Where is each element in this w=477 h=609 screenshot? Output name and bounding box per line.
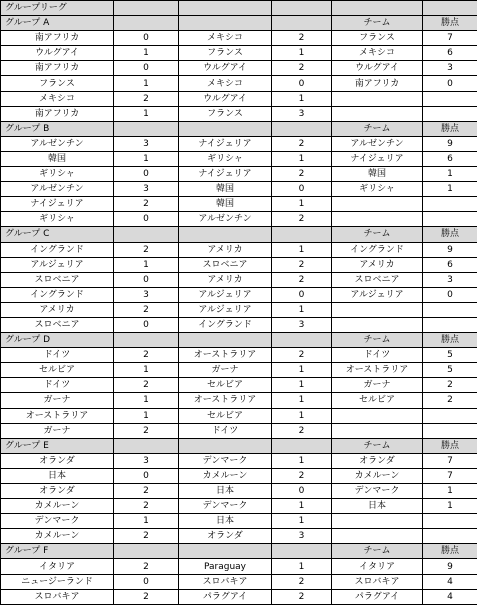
home-score: 3	[114, 182, 179, 197]
points-column-header: 勝点	[423, 333, 477, 348]
home-score: 0	[114, 61, 179, 76]
home-team: ガーナ	[1, 423, 114, 438]
away-score: 2	[272, 167, 332, 182]
standing-points: 7	[423, 453, 477, 468]
standing-points: 7	[423, 468, 477, 483]
away-team: フランス	[179, 106, 272, 121]
home-team: イングランド	[1, 287, 114, 302]
standing-team: ウルグアイ	[332, 61, 423, 76]
standing-team: カメルーン	[332, 468, 423, 483]
home-score: 0	[114, 31, 179, 46]
home-team: アルゼンチン	[1, 136, 114, 151]
away-team: カメルーン	[179, 468, 272, 483]
match-row	[1, 363, 477, 378]
away-score: 2	[272, 574, 332, 589]
home-team: オランダ	[1, 484, 114, 499]
away-score: 1	[272, 378, 332, 393]
home-team: カメルーン	[1, 499, 114, 514]
points-column-header: 勝点	[423, 16, 477, 31]
home-score: 0	[114, 167, 179, 182]
away-score: 1	[272, 393, 332, 408]
away-team: ナイジェリア	[179, 136, 272, 151]
group-name: グループ D	[1, 333, 114, 348]
standing-points: 1	[423, 484, 477, 499]
group-header-row	[1, 227, 477, 242]
standing-points: 3	[423, 272, 477, 287]
away-score: 1	[272, 151, 332, 166]
standing-points: 1	[423, 499, 477, 514]
home-score: 1	[114, 76, 179, 91]
away-team: ギリシャ	[179, 151, 272, 166]
home-score: 2	[114, 529, 179, 544]
group-header-row	[1, 121, 477, 136]
home-team: 南アフリカ	[1, 61, 114, 76]
standing-team: イタリア	[332, 559, 423, 574]
home-team: セルビア	[1, 363, 114, 378]
group-name: グループ B	[1, 121, 114, 136]
standing-points: 6	[423, 46, 477, 61]
away-score: 2	[272, 348, 332, 363]
home-team: 南アフリカ	[1, 106, 114, 121]
away-team: デンマーク	[179, 453, 272, 468]
match-row	[1, 468, 477, 483]
points-column-header: 勝点	[423, 438, 477, 453]
standing-team: アルゼンチン	[332, 136, 423, 151]
away-score: 0	[272, 182, 332, 197]
home-score: 3	[114, 136, 179, 151]
match-row	[1, 408, 477, 423]
away-score: 1	[272, 242, 332, 257]
away-team: セルビア	[179, 408, 272, 423]
match-row	[1, 559, 477, 574]
group-name: グループ A	[1, 16, 114, 31]
standing-team: ガーナ	[332, 378, 423, 393]
home-score: 1	[114, 106, 179, 121]
table-body	[1, 1, 477, 605]
home-team: フランス	[1, 76, 114, 91]
away-score: 2	[272, 589, 332, 604]
home-team: イタリア	[1, 559, 114, 574]
group-header-row	[1, 16, 477, 31]
match-row	[1, 302, 477, 317]
home-team: ナイジェリア	[1, 197, 114, 212]
standing-team: 韓国	[332, 167, 423, 182]
home-score: 2	[114, 559, 179, 574]
match-row	[1, 106, 477, 121]
match-row	[1, 378, 477, 393]
standing-team: 南アフリカ	[332, 76, 423, 91]
away-score: 2	[272, 257, 332, 272]
standing-team: イングランド	[332, 242, 423, 257]
points-column-header: 勝点	[423, 227, 477, 242]
home-score: 2	[114, 242, 179, 257]
away-team: アメリカ	[179, 272, 272, 287]
away-team: ウルグアイ	[179, 91, 272, 106]
away-team: イングランド	[179, 317, 272, 332]
standing-team: パラグアイ	[332, 589, 423, 604]
away-score: 3	[272, 317, 332, 332]
home-score: 2	[114, 378, 179, 393]
away-team: メキシコ	[179, 31, 272, 46]
away-team: セルビア	[179, 378, 272, 393]
match-row	[1, 499, 477, 514]
home-score: 0	[114, 468, 179, 483]
home-team: ドイツ	[1, 378, 114, 393]
standing-points: 9	[423, 559, 477, 574]
away-score: 1	[272, 559, 332, 574]
team-column-header: チーム	[332, 16, 423, 31]
home-score: 1	[114, 46, 179, 61]
standing-team: アメリカ	[332, 257, 423, 272]
home-team: ドイツ	[1, 348, 114, 363]
home-team: 日本	[1, 468, 114, 483]
standing-points: 1	[423, 182, 477, 197]
standing-team: ドイツ	[332, 348, 423, 363]
away-team: ドイツ	[179, 423, 272, 438]
home-score: 3	[114, 453, 179, 468]
match-row	[1, 317, 477, 332]
standing-team: 日本	[332, 499, 423, 514]
away-score: 1	[272, 499, 332, 514]
home-score: 2	[114, 302, 179, 317]
standing-team: ギリシャ	[332, 182, 423, 197]
match-row	[1, 91, 477, 106]
home-team: デンマーク	[1, 514, 114, 529]
away-score: 1	[272, 408, 332, 423]
away-team: 日本	[179, 514, 272, 529]
home-team: アメリカ	[1, 302, 114, 317]
match-row	[1, 61, 477, 76]
away-team: オーストラリア	[179, 393, 272, 408]
home-score: 2	[114, 589, 179, 604]
team-column-header: チーム	[332, 333, 423, 348]
standing-team: オランダ	[332, 453, 423, 468]
away-team: メキシコ	[179, 76, 272, 91]
standing-points: 5	[423, 348, 477, 363]
home-score: 0	[114, 272, 179, 287]
team-column-header: チーム	[332, 121, 423, 136]
match-row	[1, 529, 477, 544]
away-team: パラグアイ	[179, 589, 272, 604]
standing-points: 5	[423, 363, 477, 378]
home-score: 2	[114, 197, 179, 212]
home-team: ウルグアイ	[1, 46, 114, 61]
home-team: カメルーン	[1, 529, 114, 544]
standing-points: 6	[423, 151, 477, 166]
match-row	[1, 393, 477, 408]
home-team: ギリシャ	[1, 212, 114, 227]
away-team: アメリカ	[179, 242, 272, 257]
standing-points: 2	[423, 393, 477, 408]
sheet-title: グループリーグ	[1, 1, 114, 16]
home-score: 0	[114, 574, 179, 589]
team-column-header: チーム	[332, 438, 423, 453]
away-score: 2	[272, 272, 332, 287]
home-score: 0	[114, 212, 179, 227]
match-row	[1, 182, 477, 197]
away-score: 0	[272, 287, 332, 302]
group-name: グループ E	[1, 438, 114, 453]
standing-team: メキシコ	[332, 46, 423, 61]
match-row	[1, 348, 477, 363]
away-team: 韓国	[179, 197, 272, 212]
home-score: 2	[114, 91, 179, 106]
away-score: 1	[272, 302, 332, 317]
standing-points: 0	[423, 287, 477, 302]
standing-team: スロバキア	[332, 574, 423, 589]
away-score: 1	[272, 197, 332, 212]
home-team: ギリシャ	[1, 167, 114, 182]
home-team: スロベニア	[1, 272, 114, 287]
away-team: 日本	[179, 484, 272, 499]
away-score: 3	[272, 529, 332, 544]
away-score: 3	[272, 106, 332, 121]
away-team: オランダ	[179, 529, 272, 544]
match-row	[1, 151, 477, 166]
match-row	[1, 31, 477, 46]
match-row	[1, 453, 477, 468]
away-team: Paraguay	[179, 559, 272, 574]
away-team: デンマーク	[179, 499, 272, 514]
home-team: イングランド	[1, 242, 114, 257]
away-team: アルゼンチン	[179, 212, 272, 227]
points-column-header: 勝点	[423, 121, 477, 136]
away-score: 2	[272, 61, 332, 76]
away-team: オーストラリア	[179, 348, 272, 363]
match-row	[1, 76, 477, 91]
home-team: ニュージーランド	[1, 574, 114, 589]
home-team: オーストラリア	[1, 408, 114, 423]
away-team: ナイジェリア	[179, 167, 272, 182]
home-score: 2	[114, 484, 179, 499]
match-row	[1, 197, 477, 212]
match-row	[1, 242, 477, 257]
away-score: 1	[272, 91, 332, 106]
home-score: 1	[114, 151, 179, 166]
team-column-header: チーム	[332, 544, 423, 559]
standing-team: セルビア	[332, 393, 423, 408]
match-row	[1, 514, 477, 529]
match-row	[1, 423, 477, 438]
home-score: 1	[114, 408, 179, 423]
match-row	[1, 257, 477, 272]
standing-points: 2	[423, 378, 477, 393]
away-score: 2	[272, 136, 332, 151]
group-name: グループ C	[1, 227, 114, 242]
group-header-row	[1, 438, 477, 453]
match-row	[1, 272, 477, 287]
home-score: 1	[114, 514, 179, 529]
away-score: 2	[272, 468, 332, 483]
points-column-header: 勝点	[423, 544, 477, 559]
home-score: 2	[114, 348, 179, 363]
standing-team: ナイジェリア	[332, 151, 423, 166]
group-header-row	[1, 544, 477, 559]
team-column-header: チーム	[332, 227, 423, 242]
away-team: スロバキア	[179, 574, 272, 589]
standing-points: 4	[423, 589, 477, 604]
away-team: アルジェリア	[179, 287, 272, 302]
standing-points: 9	[423, 242, 477, 257]
home-score: 1	[114, 393, 179, 408]
away-team: フランス	[179, 46, 272, 61]
home-score: 3	[114, 287, 179, 302]
standing-points: 9	[423, 136, 477, 151]
away-team: ガーナ	[179, 363, 272, 378]
home-team: 韓国	[1, 151, 114, 166]
standing-team: デンマーク	[332, 484, 423, 499]
away-score: 1	[272, 46, 332, 61]
standing-points: 4	[423, 574, 477, 589]
standing-team: スロベニア	[332, 272, 423, 287]
match-row	[1, 136, 477, 151]
home-team: メキシコ	[1, 91, 114, 106]
home-team: アルジェリア	[1, 257, 114, 272]
away-score: 2	[272, 31, 332, 46]
away-score: 0	[272, 484, 332, 499]
home-score: 2	[114, 423, 179, 438]
standing-team: オーストラリア	[332, 363, 423, 378]
home-team: オランダ	[1, 453, 114, 468]
away-team: ウルグアイ	[179, 61, 272, 76]
match-row	[1, 167, 477, 182]
match-row	[1, 574, 477, 589]
home-team: 南アフリカ	[1, 31, 114, 46]
standing-points: 6	[423, 257, 477, 272]
standing-points: 1	[423, 167, 477, 182]
match-row	[1, 589, 477, 604]
home-score: 1	[114, 363, 179, 378]
away-score: 2	[272, 212, 332, 227]
standing-points: 3	[423, 61, 477, 76]
home-score: 2	[114, 499, 179, 514]
match-row	[1, 484, 477, 499]
home-team: スロバキア	[1, 589, 114, 604]
standing-points: 7	[423, 31, 477, 46]
home-team: スロベニア	[1, 317, 114, 332]
standing-team: アルジェリア	[332, 287, 423, 302]
away-team: スロベニア	[179, 257, 272, 272]
away-score: 0	[272, 76, 332, 91]
standing-team: フランス	[332, 31, 423, 46]
match-row	[1, 212, 477, 227]
away-team: 韓国	[179, 182, 272, 197]
group-name: グループ F	[1, 544, 114, 559]
match-row	[1, 287, 477, 302]
away-score: 1	[272, 453, 332, 468]
standing-points: 0	[423, 76, 477, 91]
away-score: 2	[272, 423, 332, 438]
away-team: アルジェリア	[179, 302, 272, 317]
home-score: 0	[114, 317, 179, 332]
title-row	[1, 1, 477, 16]
away-score: 1	[272, 514, 332, 529]
group-header-row	[1, 333, 477, 348]
home-team: アルゼンチン	[1, 182, 114, 197]
home-score: 1	[114, 257, 179, 272]
match-row	[1, 46, 477, 61]
home-team: ガーナ	[1, 393, 114, 408]
away-score: 1	[272, 363, 332, 378]
